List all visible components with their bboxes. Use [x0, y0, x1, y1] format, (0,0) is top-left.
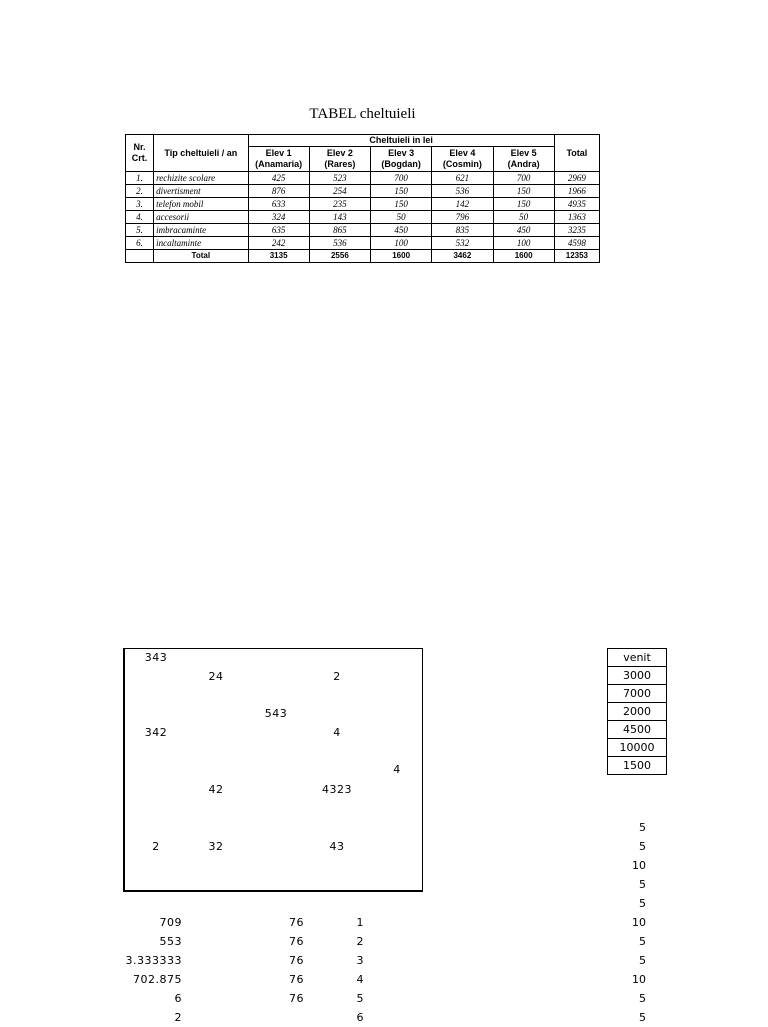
row-value: 532: [432, 237, 493, 250]
row-value: 254: [309, 185, 370, 198]
total-cell: 1600: [371, 250, 432, 263]
right-number: 10: [632, 859, 646, 872]
expense-row: [126, 172, 600, 185]
right-number: 5: [639, 897, 646, 910]
venit-cell: 1500: [608, 757, 667, 775]
box-value: 4323: [322, 783, 352, 796]
row-tip: rechizite scolare: [154, 172, 248, 185]
row-total: 1363: [554, 211, 599, 224]
row-value: 150: [371, 198, 432, 211]
box-value: 42: [208, 783, 224, 796]
venit-cell: 3000: [608, 667, 667, 685]
right-number: 10: [632, 916, 646, 929]
box-value: 343: [144, 651, 168, 664]
venit-cell: 2000: [608, 703, 667, 721]
header-elev-3: Elev 3 (Bogdan): [371, 147, 432, 172]
header-elev-4: Elev 4 (Cosmin): [432, 147, 493, 172]
row-nr: 6.: [126, 237, 154, 250]
bottom-number: 76: [289, 973, 304, 986]
row-total: 4598: [554, 237, 599, 250]
bottom-number: 1: [356, 916, 364, 929]
total-cell: 2556: [309, 250, 370, 263]
row-total: 4935: [554, 198, 599, 211]
bottom-number: 4: [356, 973, 364, 986]
right-number-column: [610, 818, 660, 1027]
bottom-number: 76: [289, 935, 304, 948]
bottom-column-1: [120, 913, 182, 1027]
box-value: 43: [329, 840, 345, 853]
header-elev-1: Elev 1 (Anamaria): [248, 147, 309, 172]
box-value: 4: [333, 726, 341, 739]
right-number: 5: [639, 878, 646, 891]
totals-row: [126, 250, 600, 263]
right-number: 5: [639, 821, 646, 834]
total-cell: 1600: [493, 250, 554, 263]
row-value: 143: [309, 211, 370, 224]
expense-row: [126, 185, 600, 198]
venit-cell: 10000: [608, 739, 667, 757]
box-value: 342: [144, 726, 168, 739]
right-number: 5: [639, 1011, 646, 1024]
bottom-number: 76: [289, 954, 304, 967]
row-total: 1966: [554, 185, 599, 198]
venit-cell: 4500: [608, 721, 667, 739]
row-value: 633: [248, 198, 309, 211]
total-cell: 3462: [432, 250, 493, 263]
box-value: 543: [264, 707, 288, 720]
row-value: 700: [493, 172, 554, 185]
row-value: 150: [371, 185, 432, 198]
bottom-number: 5: [356, 992, 364, 1005]
row-tip: imbracaminte: [154, 224, 248, 237]
row-value: 242: [248, 237, 309, 250]
row-value: 150: [493, 185, 554, 198]
bottom-column-3: [340, 913, 364, 1027]
row-nr: 1.: [126, 172, 154, 185]
bottom-number: 3.333333: [125, 954, 182, 967]
header-tip-cheltuieli: Tip cheltuieli / an: [154, 135, 248, 172]
row-nr: 3.: [126, 198, 154, 211]
row-value: 635: [248, 224, 309, 237]
venit-cell: 7000: [608, 685, 667, 703]
row-value: 425: [248, 172, 309, 185]
row-value: 865: [309, 224, 370, 237]
row-value: 50: [493, 211, 554, 224]
row-value: 621: [432, 172, 493, 185]
right-number: 5: [639, 992, 646, 1005]
bottom-number: 709: [159, 916, 182, 929]
box-value: 2: [152, 840, 160, 853]
right-number: 10: [632, 973, 646, 986]
box-value: 24: [208, 670, 224, 683]
row-nr: 5.: [126, 224, 154, 237]
venit-table: [607, 648, 667, 775]
bottom-number: 553: [159, 935, 182, 948]
row-value: 450: [493, 224, 554, 237]
bottom-column-2: [270, 913, 304, 1008]
total-label: Total: [154, 250, 248, 263]
row-value: 142: [432, 198, 493, 211]
row-total: 2969: [554, 172, 599, 185]
row-value: 835: [432, 224, 493, 237]
row-value: 700: [371, 172, 432, 185]
expenses-table: [125, 134, 600, 263]
header-elev-5: Elev 5 (Andra): [493, 147, 554, 172]
bottom-number: 76: [289, 916, 304, 929]
header-elev-2: Elev 2 (Rares): [309, 147, 370, 172]
row-value: 796: [432, 211, 493, 224]
row-value: 523: [309, 172, 370, 185]
row-total: 3235: [554, 224, 599, 237]
row-tip: incaltaminte: [154, 237, 248, 250]
row-value: 100: [493, 237, 554, 250]
bottom-number: 6: [356, 1011, 364, 1024]
bottom-number: 76: [289, 992, 304, 1005]
row-value: 324: [248, 211, 309, 224]
expense-row: [126, 211, 600, 224]
expense-row: [126, 198, 600, 211]
row-value: 150: [493, 198, 554, 211]
header-total: Total: [554, 135, 599, 172]
row-nr: 2.: [126, 185, 154, 198]
box-value: 2: [333, 670, 341, 683]
row-nr: 4.: [126, 211, 154, 224]
header-nr-crt: Nr. Crt.: [126, 135, 154, 172]
row-value: 536: [309, 237, 370, 250]
right-number: 5: [639, 935, 646, 948]
row-value: 50: [371, 211, 432, 224]
box-value: 4: [393, 763, 401, 776]
box-value: 32: [208, 840, 224, 853]
header-cheltuieli-group: Cheltuieli in lei: [248, 135, 554, 147]
bottom-number: 2: [174, 1011, 182, 1024]
row-value: 235: [309, 198, 370, 211]
total-blank: [126, 250, 154, 263]
expense-row: [126, 224, 600, 237]
bottom-number: 702.875: [133, 973, 182, 986]
grand-total-cell: 12353: [554, 250, 599, 263]
row-tip: divertisment: [154, 185, 248, 198]
values-box: [123, 648, 423, 892]
row-tip: telefon mobil: [154, 198, 248, 211]
row-value: 450: [371, 224, 432, 237]
bottom-number: 6: [174, 992, 182, 1005]
total-cell: 3135: [248, 250, 309, 263]
venit-header: venit: [608, 649, 667, 667]
page-title: TABEL cheltuieli: [309, 106, 416, 122]
row-value: 876: [248, 185, 309, 198]
row-tip: accesorii: [154, 211, 248, 224]
row-value: 100: [371, 237, 432, 250]
bottom-number: 3: [356, 954, 364, 967]
bottom-number: 2: [356, 935, 364, 948]
expense-row: [126, 237, 600, 250]
row-value: 536: [432, 185, 493, 198]
right-number: 5: [639, 954, 646, 967]
right-number: 5: [639, 840, 646, 853]
